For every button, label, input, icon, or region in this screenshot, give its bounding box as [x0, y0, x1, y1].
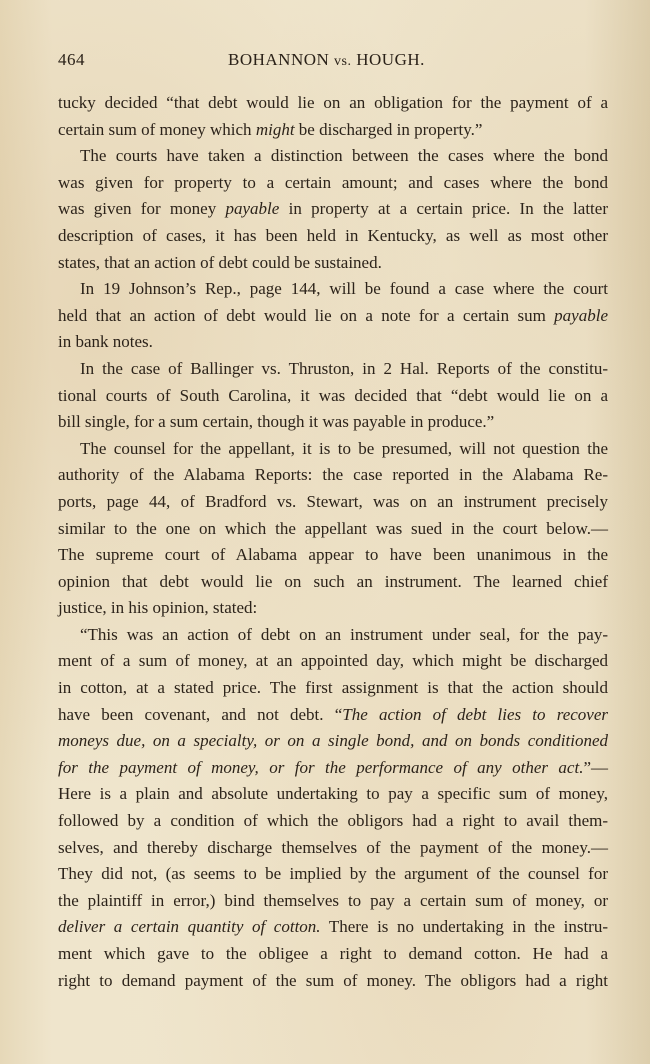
text-line	[58, 250, 608, 277]
line-text: the plaintiff in error,) bind themselves to pay a certain sum of money, or	[58, 890, 608, 910]
line-text: tucky decided “that debt would lie on an obligation for the payment of a	[58, 93, 608, 112]
line-text: description of cases, it has been held in Kentucky, as well as most other	[58, 225, 608, 245]
text-line	[58, 941, 608, 968]
text-line	[58, 755, 608, 782]
line-text-after: in property at a certain price. In the latter	[279, 199, 608, 219]
line-text-after: be discharged in property.”	[294, 119, 483, 139]
line-text: selves, and thereby discharge themselves of the payment of the money.—	[58, 837, 608, 857]
text-line	[58, 728, 608, 755]
line-text: states, that an action of debt could be sustained.	[58, 252, 382, 272]
line-text: They did not, (as seems to be implied by the argument of the counsel for	[58, 864, 608, 884]
line-text: ment which gave to the obligee a right to demand cotton. He had a	[58, 944, 608, 963]
line-italic: payable	[554, 305, 608, 325]
line-text: In 19 Johnson’s Rep., page 144, will be found a case where the court	[80, 279, 608, 299]
text-line	[58, 223, 608, 250]
line-text-after: ”—	[583, 757, 608, 777]
running-head-vs: vs.	[334, 54, 352, 69]
text-line	[58, 143, 608, 170]
text-line	[58, 968, 608, 995]
line-text: similar to the one on which the appellant was sued in the court below.—	[58, 518, 608, 538]
line-text: right to demand payment of the sum of money. The obligors had a right	[58, 970, 608, 990]
line-text: authority of the Alabama Reports: the case reported in the Alabama Re-	[58, 465, 608, 485]
text-line	[58, 702, 608, 729]
text-line	[58, 117, 608, 144]
line-text: ports, page 44, of Bradford vs. Stewart, was on an instrument precisely	[58, 491, 608, 511]
running-head-right: HOUGH.	[356, 50, 425, 69]
line-italic: The action of debt lies to recover	[342, 704, 608, 724]
line-italic: payable	[225, 199, 280, 219]
line-text: The counsel for the appellant, it is to be presumed, will not question the	[80, 438, 608, 458]
text-line	[58, 648, 608, 675]
body-text	[58, 90, 608, 994]
running-head	[228, 50, 425, 70]
text-line	[58, 781, 608, 808]
text-line	[58, 888, 608, 915]
page-header	[58, 50, 608, 76]
page-number: 464	[58, 50, 85, 69]
line-text: The courts have taken a distinction between the cases where the bond	[80, 146, 608, 166]
text-line	[58, 861, 608, 888]
text-line	[58, 303, 608, 330]
text-line	[58, 409, 608, 436]
text-line	[58, 329, 608, 356]
line-text: in cotton, at a stated price. The first assignment is that the action should	[58, 678, 608, 698]
line-text: “This was an action of debt on an instrument under seal, for the pay-	[80, 624, 608, 644]
text-line	[58, 170, 608, 197]
line-italic: moneys due, on a specialty, or on a single bond, and on bonds conditioned	[58, 731, 608, 751]
line-text: tional courts of South Carolina, it was decided that “debt would lie on a	[58, 385, 608, 405]
text-line	[58, 595, 608, 622]
text-line	[58, 569, 608, 596]
text-line	[58, 196, 608, 223]
line-text: opinion that debt would lie on such an instrument. The learned chief	[58, 571, 608, 591]
line-text-after: There is no undertaking in the instru-	[320, 917, 608, 937]
text-line	[58, 462, 608, 489]
running-head-left: BOHANNON	[228, 50, 330, 69]
text-line	[58, 675, 608, 702]
line-text: held that an action of debt would lie on a note for a certain sum	[58, 305, 555, 325]
line-text: In the case of Ballinger vs. Thruston, in 2 Hal. Reports of the constitu-	[80, 358, 608, 378]
line-text: was given for money	[58, 199, 226, 219]
line-italic: for the payment of money, or for the performance of any other act.	[58, 757, 584, 777]
line-text: in bank notes.	[58, 332, 153, 352]
line-italic: deliver a certain quantity of cotton.	[58, 917, 321, 937]
text-line	[58, 914, 608, 941]
text-line	[58, 436, 608, 463]
text-line	[58, 489, 608, 516]
line-text: bill single, for a sum certain, though it was payable in produce.”	[58, 412, 495, 432]
text-line	[58, 622, 608, 649]
line-text: The supreme court of Alabama appear to have been unanimous in the	[58, 545, 608, 565]
line-text: certain sum of money which	[58, 119, 256, 139]
text-line	[58, 835, 608, 862]
line-text: have been covenant, and not debt. “	[58, 704, 343, 724]
line-text: justice, in his opinion, stated:	[58, 598, 258, 618]
line-text: ment of a sum of money, at an appointed day, which might be discharged	[58, 651, 608, 671]
text-line	[58, 276, 608, 303]
text-line	[58, 542, 608, 569]
line-text: was given for property to a certain amount; and cases where the bond	[58, 172, 608, 192]
text-line	[58, 516, 608, 543]
line-italic: might	[255, 119, 295, 139]
line-text: Here is a plain and absolute undertaking to pay a specific sum of money,	[58, 784, 608, 804]
text-line	[58, 90, 608, 117]
text-line	[58, 808, 608, 835]
text-line	[58, 356, 608, 383]
text-line	[58, 383, 608, 410]
line-text: followed by a condition of which the obligors had a right to avail them-	[58, 811, 608, 831]
